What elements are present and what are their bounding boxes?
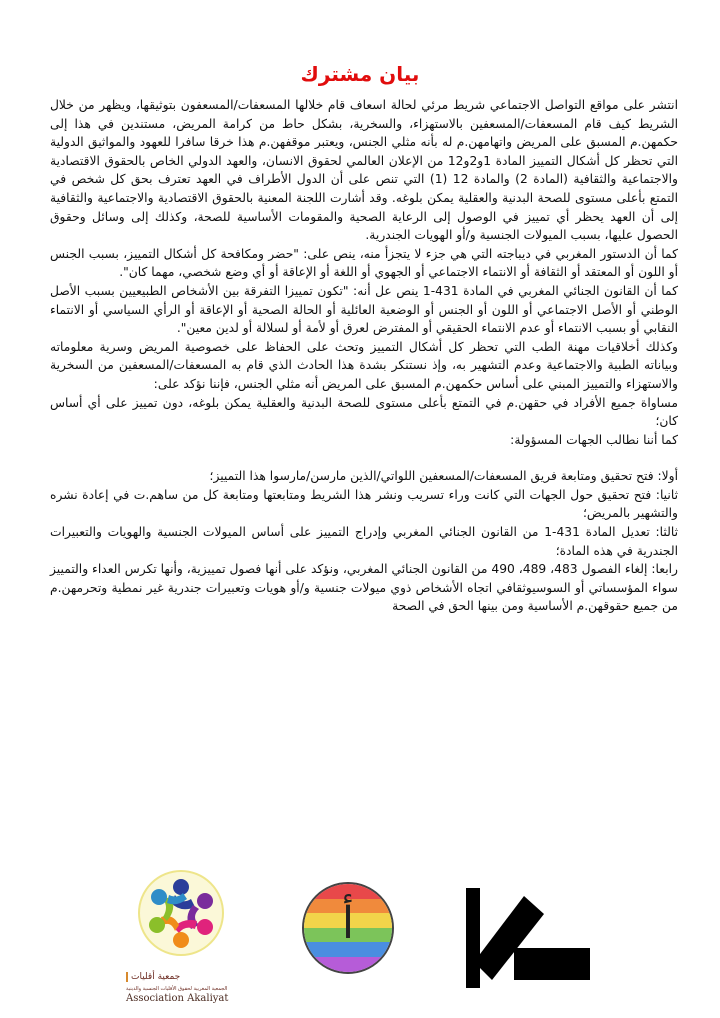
akaliyat-logo	[118, 848, 238, 1018]
arabic-letter-mark: أ	[341, 898, 355, 949]
paragraph-penal-code: كما أن القانون الجنائي المغربي في المادة 431-1 ينص عل أنه: "تكون تمييزا التفرقة بين الأشخاص الطبيعيين بسبب الأصل الوطني أو الأصل الاجتماعي أو اللون أو الجنس أو الوضعية العائلية أو الحالة الصحية أو الإعاقة أو الرأي السياسي أو الانتماء النقابي أو بسبب الانتماء أو عدم الانتماء الحقيقي أو المفترض لعرق أو لأمة أو لسلالة أو لدين معين".	[50, 283, 678, 336]
demand-item-2: ثانيا: فتح تحقيق حول الجهات التي كانت وراء تسريب ونشر هذا الشريط ومتابعتها ومتابعة كل من ساهم.ت في إعادة نشره والتشهير بالمريض؛	[50, 487, 678, 521]
demand-item-4: رابعا: إلغاء الفصول 483، 489، 490 من القانون الجنائي المغربي، ونؤكد على أنها فصول تمييزية، وأنها تكرس العداء والتمييز سواء المؤسساتي أو السوسيوثقافي اتجاه الأشخاص ذوي ميولات جنسية و/أو هويات وتعبيرات جندرية غير نمطية وتحرمهن.م من جميع حقوقهن.م الأساسية ومن بينها الحق في الصحة	[50, 562, 678, 614]
people-circle-icon	[138, 870, 224, 956]
k-mark-logo	[466, 888, 606, 988]
org-name-english: Association Akaliyat	[126, 993, 229, 1004]
paragraph-demands-intro: كما أننا نطالب الجهات المسؤولة:	[510, 432, 678, 447]
stripe-purple	[304, 957, 392, 972]
paragraph-equality: مساواة جميع الأفراد في حقهن.م في التمتع بأعلى مستوى للصحة البدنية والعقلية يمكن بلوغه، دون تمييز على أي أساس كان؛	[50, 395, 678, 429]
spacer	[50, 449, 678, 467]
rainbow-mosaic-logo	[302, 882, 394, 974]
statement-body	[50, 96, 678, 616]
document-title: بيان مشترك	[300, 62, 420, 86]
org-name-arabic: جمعية أقليات	[126, 972, 180, 982]
paragraph-medical-ethics: وكذلك أخلاقيات مهنة الطب التي تحظر كل أشكال التمييز وتحث على الحفاظ على خصوصية المريض وسرية معلوماته وبياناته الطبية والاجتماعية وعدم التشهير به، وإذ نستنكر بشدة هذا الحادث الذي قام به المسعفات/المسعفين من السخرية والاستهزاء والتمييز المبني على أساس حكمهن.م المسبق على المريض أنه مثلي الجنس، فإننا نؤكد على:	[50, 339, 678, 391]
paragraph-intro: انتشر على مواقع التواصل الاجتماعي شريط مرئي لحالة اسعاف قام خلالها المسعفات/المسعفون بتوثيقها، ويظهر من خلال الشريط كيف قام المسعفات/المسعفين بالاستهزاء، والسخرية، بشكل حاط من كرامة المريض، مستندين في هذا إلى حكمهن.م المسبق على المريض واتهامهن.م له بأنه مثلي الجنس، ويعتبر موقفهن.م هذا خرقا سافرا للعهود والمواثيق الدولية التي تحظر كل أشكال التمييز المادة 1و2و12 من الإعلان العالمي لحقوق الانسان، والعهد الدولي الخاص بالحقوق الاقتصادية والاجتماعية والثقافية (المادة 2) والمادة 12 (1) التي تنص على أن الدول الأطراف في العهد تعترف بحق كل شخص في التمتع بأعلى مستوى للصحة البدنية والعقلية يمكن بلوغه. وقد أشارت اللجنة المعنية بالحقوق الاقتصادية والاجتماعية والثقافية إلى أن العهد يحظر أي تمييز في الوصول إلى الرعاية الصحية والمقومات الأساسية للصحة، وكذلك إلى وسائل وحقوق الحصول عليها، بسبب الميولات الجنسية و/أو الهويات الجندرية.	[50, 98, 679, 243]
demand-item-3: ثالثا: تعديل المادة 431-1 من القانون الجنائي المغربي وإدراج التمييز على أساس الميولات الجنسية والهويات والتعبيرات الجندرية في هذه المادة؛	[50, 525, 678, 558]
signatory-logos	[0, 848, 720, 1018]
stripe-red	[304, 884, 392, 899]
paragraph-constitution: كما أن الدستور المغربي في ديباجته التي هي جزء لا يتجزأ منه، ينص على: "حضر ومكافحة كل أشكال التمييز، بسبب الجنس أو اللون أو المعتقد أو الثقافة أو الانتماء الاجتماعي أو الجهوي أو اللغة أو الإعاقة أو أي وضع شخصي، مهما كان".	[50, 246, 678, 280]
demand-item-1: أولا: فتح تحقيق ومتابعة فريق المسعفات/المسعفين اللواتي/الذين مارسن/مارسوا هذا التمييز؛	[209, 469, 678, 484]
org-subtitle: الجمعية المغربية لحقوق الأقليات الجنسية والدينية	[126, 986, 228, 992]
